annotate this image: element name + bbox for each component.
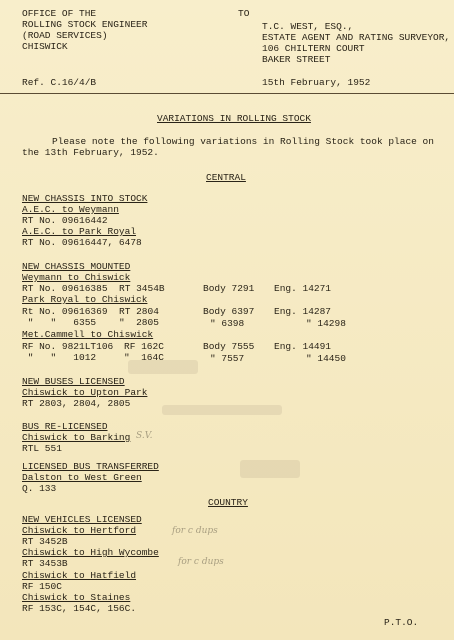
mounted-body: Body 6397 <box>203 306 255 317</box>
new-chassis-into-stock-heading: NEW CHASSIS INTO STOCK <box>22 193 148 204</box>
to-line-2: ESTATE AGENT AND RATING SURVEYOR, <box>262 32 451 43</box>
bus-transferred-line: Q. 133 <box>22 483 57 494</box>
into-stock-line: RT No. 09616442 <box>22 215 108 226</box>
document-title: VARIATIONS IN ROLLING STOCK <box>157 113 311 124</box>
mounted-body: " 6398 <box>210 318 245 329</box>
bus-relicensed-heading: BUS RE-LICENSED <box>22 421 108 432</box>
handwritten-note: for c dups <box>178 557 224 567</box>
pencil-smudge <box>240 460 300 478</box>
mounted-chassis: Rt No. 09616369 <box>22 306 108 317</box>
mounted-fleet: " 164C <box>124 352 164 363</box>
mounted-fleet: RT 2804 <box>119 306 159 317</box>
vehicles-licensed-line: Chiswick to Hertford <box>22 525 137 536</box>
from-line-3: (ROAD SERVICES) <box>22 30 108 41</box>
licensed-bus-transferred-heading: LICENSED BUS TRANSFERRED <box>22 461 159 472</box>
buses-licensed-line: Chiswick to Upton Park <box>22 387 148 398</box>
handwritten-note: for c dups <box>172 526 218 536</box>
vehicles-licensed-line: RT 3453B <box>22 558 68 569</box>
to-line-1: T.C. WEST, ESQ., <box>262 21 354 32</box>
from-line-2: ROLLING STOCK ENGINEER <box>22 19 148 30</box>
vehicles-licensed-line: RT 3452B <box>22 536 68 547</box>
mounted-body: Body 7291 <box>203 283 255 294</box>
mounted-label: Weymann to Chiswick <box>22 272 131 283</box>
mounted-fleet: RF 162C <box>124 341 164 352</box>
into-stock-line: A.E.C. to Weymann <box>22 204 119 215</box>
reference: Ref. C.16/4/B <box>22 77 97 88</box>
header-rule <box>0 93 454 94</box>
bus-transferred-line: Dalston to West Green <box>22 472 142 483</box>
buses-licensed-line: RT 2803, 2804, 2805 <box>22 398 131 409</box>
to-label: TO <box>238 8 250 19</box>
new-chassis-mounted-heading: NEW CHASSIS MOUNTED <box>22 261 131 272</box>
to-line-3: 106 CHILTERN COURT <box>262 43 365 54</box>
intro-line-2: the 13th February, 1952. <box>22 147 159 158</box>
bus-relicensed-line: RTL 551 <box>22 443 62 454</box>
bus-relicensed-line: Chiswick to Barking <box>22 432 131 443</box>
mounted-body: Body 7555 <box>203 341 255 352</box>
mounted-fleet: " 2805 <box>119 317 159 328</box>
vehicles-licensed-line: Chiswick to Staines <box>22 592 131 603</box>
vehicles-licensed-line: RF 150C <box>22 581 62 592</box>
central-heading: CENTRAL <box>206 172 246 183</box>
pto-note: P.T.O. <box>384 617 419 628</box>
handwritten-note: S.V. <box>136 431 153 441</box>
mounted-body: " 7557 <box>210 353 245 364</box>
mounted-engine: Eng. 14491 <box>274 341 332 352</box>
mounted-engine: Eng. 14271 <box>274 283 332 294</box>
mounted-label: Park Royal to Chiswick <box>22 294 148 305</box>
mounted-fleet: RT 3454B <box>119 283 165 294</box>
mounted-engine: " 14298 <box>306 318 346 329</box>
mounted-chassis: RF No. 9821LT106 <box>22 341 114 352</box>
vehicles-licensed-line: Chiswick to Hatfield <box>22 570 137 581</box>
vehicles-licensed-line: Chiswick to High Wycombe <box>22 547 159 558</box>
into-stock-line: A.E.C. to Park Royal <box>22 226 137 237</box>
mounted-chassis: RT No. 09616385 <box>22 283 108 294</box>
new-buses-licensed-heading: NEW BUSES LICENSED <box>22 376 125 387</box>
into-stock-line: RT No. 09616447, 6478 <box>22 237 142 248</box>
pencil-smudge <box>128 360 198 374</box>
pencil-smudge <box>162 405 282 415</box>
mounted-chassis: " " 6355 <box>22 317 97 328</box>
country-heading: COUNTRY <box>208 497 248 508</box>
intro-line-1: Please note the following variations in Rolling Stock took place on <box>52 136 434 147</box>
letter-date: 15th February, 1952 <box>262 77 371 88</box>
mounted-engine: " 14450 <box>306 353 346 364</box>
mounted-chassis: " " 1012 <box>22 352 97 363</box>
mounted-engine: Eng. 14287 <box>274 306 332 317</box>
vehicles-licensed-line: RF 153C, 154C, 156C. <box>22 603 137 614</box>
to-line-4: BAKER STREET <box>262 54 331 65</box>
from-line-4: CHISWICK <box>22 41 68 52</box>
from-line-1: OFFICE OF THE <box>22 8 97 19</box>
new-vehicles-licensed-heading: NEW VEHICLES LICENSED <box>22 514 142 525</box>
mounted-label: Met.Cammell to Chiswick <box>22 329 154 340</box>
